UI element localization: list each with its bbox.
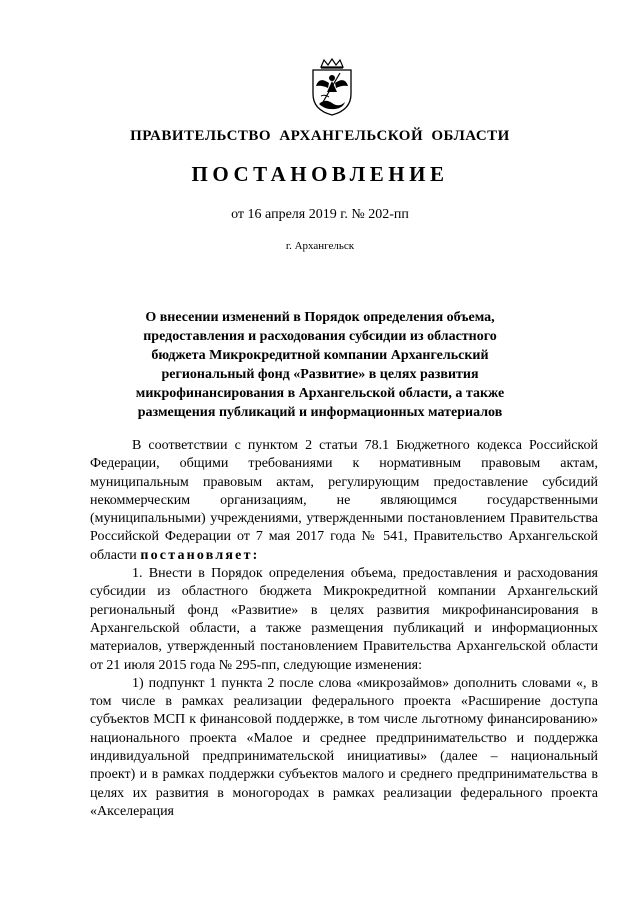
body-paragraph: 1. Внести в Порядок определения объема, предоставления и расходования субсидии из областного бюджета Микрокредитной компании Архангельский региональный фонд «Развитие» в целях развития микрофинансирования в Архангельской области, а также размещения публикаций и информационных материалов, утвержденный постановлением Правительства Архангельской области от 21 июля 2015 года № 295-пп, следующие изменения: [90, 566, 598, 673]
body-paragraph [90, 437, 598, 565]
document-date-number: от 16 апреля 2019 г. № 202-пп [231, 207, 409, 222]
resolve-word: постановляет: [140, 547, 260, 563]
government-title: ПРАВИТЕЛЬСТВО АРХАНГЕЛЬСКОЙ ОБЛАСТИ [130, 128, 510, 144]
body-paragraph-text: В соответствии с пунктом 2 статьи 78.1 Бюджетного кодекса Российской Федерации, общими требованиями к нормативным правовым актам, муниципальным правовым актам, регулирующим предоставление субсидий некоммерческим организациям, не являющимся государственными (муниципальными) учреждениями, утвержденными постановлением Правительства Российской Федерации от 7 мая 2017 года № 541, Правительство Архангельской области [90, 438, 598, 563]
document-subject: О внесении изменений в Порядок определения объема, предоставления и расходования субсидии из областного бюджета Микрокредитной компании Архангельский региональный фонд «Развитие» в целях развития микрофинансирования в Архангельской области, а также размещения публикаций и информационных материалов [135, 310, 505, 420]
document-type: ПОСТАНОВЛЕНИЕ [191, 162, 449, 186]
coat-of-arms-icon [307, 58, 357, 116]
document-body [90, 437, 598, 821]
body-paragraph: 1) подпункт 1 пункта 2 после слова «микрозаймов» дополнить словами «, в том числе в рамках реализации федерального проекта «Расширение доступа субъектов МСП к финансовой поддержке, в том числе льготному финансированию» национального проекта «Малое и среднее предпринимательство и поддержка индивидуальной предпринимательской инициативы» (далее – национальный проект) и в рамках поддержки субъектов малого и среднего предпринимательства в целях их развития в моногородах в рамках реализации федерального проекта «Акселерация [90, 675, 598, 819]
document-city: г. Архангельск [285, 240, 355, 252]
